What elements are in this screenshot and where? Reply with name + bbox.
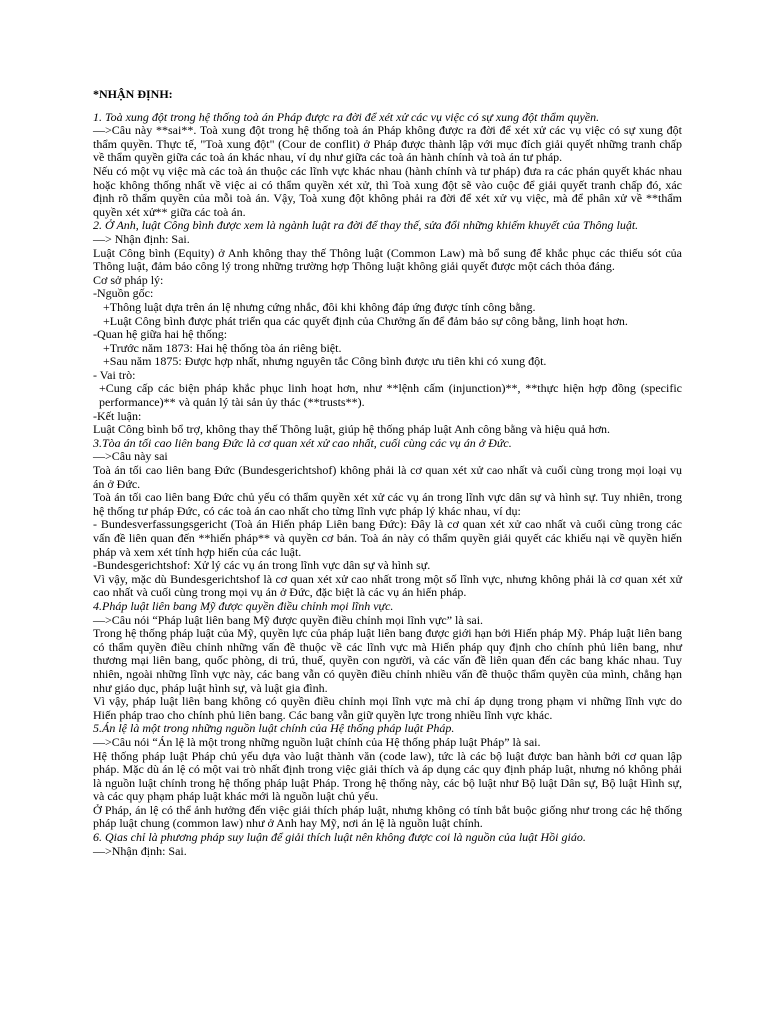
- question-line: 4.Pháp luật liên bang Mỹ được quyền điều chỉnh mọi lĩnh vực.: [93, 598, 394, 613]
- paragraph: —>Câu này sai: [93, 449, 168, 464]
- paragraph: - Vai trò:: [93, 367, 136, 382]
- question-line: 6. Qias chỉ là phương pháp suy luận để giải thích luật nên không được coi là nguồn của luật Hồi giáo.: [93, 830, 586, 845]
- paragraph: Cơ sở pháp lý:: [93, 272, 164, 287]
- paragraph: Trong hệ thống pháp luật của Mỹ, quyền lực của pháp luật liên bang được giới hạn bởi Hiến pháp Mỹ. Pháp luật liên bang có thẩm quyền điều chỉnh những vấn đề thuộc về các lĩnh vực mà Hiến pháp quy định cho chính phủ liên bang, như thương mại liên bang, quốc phòng, di trú, thuế, quyền con người, và các vấn đề liên quan đến các bang khác nhau. Tuy nhiên, ngoài những lĩnh vực này, các bang vẫn có quyền điều chỉnh nhiều vấn đề thuộc thẩm quyền của mình, chẳng hạn như giáo dục, pháp luật hình sự, và luật gia đình.: [93, 626, 682, 695]
- paragraph: -Kết luận:: [93, 408, 142, 423]
- paragraph: +Thông luật dựa trên án lệ nhưng cứng nhắc, đôi khi không đáp ứng được tính công bằng.: [103, 299, 536, 314]
- question-line: 5.Án lệ là một trong những nguồn luật chính của Hệ thống pháp luật Pháp.: [93, 721, 455, 736]
- paragraph: —>Câu nói “Pháp luật liên bang Mỹ được quyền điều chỉnh mọi lĩnh vực” là sai.: [93, 612, 484, 627]
- paragraph: Toà án tối cao liên bang Đức (Bundesgerichtshof) không phải là cơ quan xét xử cao nhất và cuối cùng trong mọi loại vụ án ở Đức.: [93, 463, 682, 491]
- question-line: 2. Ở Anh, luật Công bình được xem là ngành luật ra đời để thay thế, sửa đổi những khiếm khuyết của Thông luật.: [93, 218, 639, 233]
- paragraph: -Nguồn gốc:: [93, 286, 154, 301]
- paragraph: -Quan hệ giữa hai hệ thống:: [93, 327, 228, 342]
- paragraph: —> Nhận định: Sai.: [93, 231, 190, 246]
- question-line: 1. Toà xung đột trong hệ thống toà án Pháp được ra đời để xét xử các vụ việc có sự xung đột thẩm quyền.: [93, 109, 600, 124]
- paragraph: Ở Pháp, án lệ có thể ảnh hưởng đến việc giải thích pháp luật, nhưng không có tính bắt buộc giống như trong các hệ thống pháp luật chung (common law) như ở Anh hay Mỹ, nơi án lệ là nguồn luật chính.: [93, 802, 682, 831]
- paragraph: —>Nhận định: Sai.: [93, 843, 187, 858]
- document-body: [93, 111, 682, 859]
- paragraph: —>Câu này **sai**. Toà xung đột trong hệ thống toà án Pháp không được ra đời để xét xử các vụ việc có sự xung đột thẩm quyền. Thực tế, "Toà xung đột" (Cour de conflit) ở Pháp được thành lập với mục đích giải quyết những tranh chấp về thẩm quyền giữa các toà án khác nhau, ví dụ như giữa các toà án hành chính và toà án tư pháp.: [93, 123, 682, 165]
- paragraph: +Cung cấp các biện pháp khắc phục linh hoạt hơn, như **lệnh cấm (injunction)**, **thực hiện hợp đồng (specific performance)** và quản lý tài sản ủy thác (**trusts**).: [99, 381, 682, 410]
- paragraph: +Trước năm 1873: Hai hệ thống tòa án riêng biệt.: [103, 340, 342, 355]
- paragraph: Vì vậy, pháp luật liên bang không có quyền điều chỉnh mọi lĩnh vực mà chỉ áp dụng trong phạm vi những lĩnh vực do Hiến pháp trao cho chính phủ liên bang. Các bang vẫn giữ quyền lực trong nhiều lĩnh vực khác.: [93, 694, 682, 722]
- paragraph: -Bundesgerichtshof: Xử lý các vụ án trong lĩnh vực dân sự và hình sự.: [93, 558, 431, 573]
- paragraph: Toà án tối cao liên bang Đức chủ yếu có thẩm quyền xét xử các vụ án trong lĩnh vực dân sự và hình sự. Tuy nhiên, trong hệ thống tư pháp Đức, có các toà án cao nhất cho từng lĩnh vực pháp lý khác nhau, ví dụ:: [93, 490, 682, 518]
- paragraph: Vì vậy, mặc dù Bundesgerichtshof là cơ quan xét xử cao nhất trong một số lĩnh vực, nhưng không phải là cơ quan xét xử cao nhất và cuối cùng trong mọi vụ án ở Đức, đặc biệt là các vụ án hiến pháp.: [93, 571, 682, 600]
- paragraph: Hệ thống pháp luật Pháp chủ yếu dựa vào luật thành văn (code law), tức là các bộ luật được ban hành bởi cơ quan lập pháp. Mặc dù án lệ có một vai trò nhất định trong việc giải thích và áp dụng các quy định pháp luật, nhưng nó không phải là nguồn luật chính trong hệ thống pháp luật Pháp. Trong hệ thống này, các bộ luật như Bộ luật Dân sự, Bộ luật Hình sự, và các quy phạm pháp luật khác mới là nguồn luật chủ yếu.: [93, 748, 682, 804]
- section-heading: *NHẬN ĐỊNH:: [93, 87, 173, 101]
- paragraph: +Luật Công bình được phát triển qua các quyết định của Chưởng ấn để đảm bảo sự công bằng, linh hoạt hơn.: [103, 313, 628, 328]
- paragraph: +Sau năm 1875: Được hợp nhất, nhưng nguyên tắc Công bình được ưu tiên khi có xung đột.: [103, 354, 547, 369]
- paragraph: Luật Công bình (Equity) ở Anh không thay thế Thông luật (Common Law) mà bổ sung để khắc phục các thiếu sót của Thông luật, đảm bảo công lý trong những trường hợp Thông luật không giải quyết được một cách thỏa đáng.: [93, 245, 682, 274]
- paragraph: - Bundesverfassungsgericht (Toà án Hiến pháp Liên bang Đức): Đây là cơ quan xét xử cao nhất và cuối cùng trong các vấn đề liên quan đến **hiến pháp** và quyền cơ bản. Toà án này có thẩm quyền giải quyết các khiếu nại về quyền hiến pháp và xem xét tính hợp hiến của các luật.: [93, 517, 682, 559]
- paragraph: —>Câu nói “Án lệ là một trong những nguồn luật chính của Hệ thống pháp luật Pháp” là sai.: [93, 734, 541, 749]
- question-line: 3.Tòa án tối cao liên bang Đức là cơ quan xét xử cao nhất, cuối cùng các vụ án ở Đức.: [93, 435, 512, 450]
- paragraph: Nếu có một vụ việc mà các toà án thuộc các lĩnh vực khác nhau (hành chính và tư pháp) đưa ra các phán quyết khác nhau hoặc không thống nhất về việc ai có thẩm quyền xét xử, thì Toà xung đột sẽ vào cuộc để giải quyết tranh chấp đó, xác định rõ thẩm quyền của mỗi toà án. Vậy, Toà xung đột không phải ra đời để xét xử vụ việc, mà để phân xử về **thẩm quyền xét xử** giữa các toà án.: [93, 163, 682, 219]
- paragraph: Luật Công bình bổ trợ, không thay thế Thông luật, giúp hệ thống pháp luật Anh công bằng và hiệu quả hơn.: [93, 422, 611, 437]
